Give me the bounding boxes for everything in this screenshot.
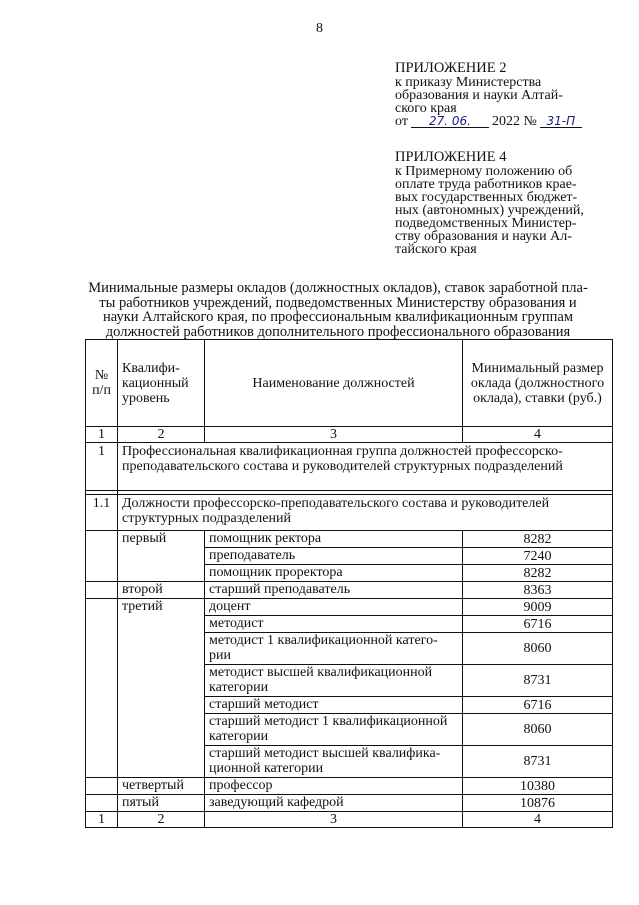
appendix-4-line: тайского края xyxy=(395,242,477,257)
subgroup-text: Должности профессорско-преподавательского состава и руководителей структурных подразделений xyxy=(118,495,613,531)
position-cell: методист 1 квалификационной катего-рии xyxy=(205,633,463,665)
table-cell: 2 xyxy=(118,427,205,443)
date-prefix: от xyxy=(395,114,408,129)
group-num: 1 xyxy=(86,443,118,491)
salary-cell: 8282 xyxy=(463,531,613,548)
heading-line: науки Алтайского края, по профессиональным квалификационным группам xyxy=(103,309,573,325)
subgroup-num: 1.1 xyxy=(86,495,118,531)
table-row xyxy=(86,795,613,812)
position-cell: помощник ректора xyxy=(205,531,463,548)
appendix-2-line: ского края xyxy=(395,101,457,116)
salary-cell: 8060 xyxy=(463,633,613,665)
appendix-2-title: ПРИЛОЖЕНИЕ 2 xyxy=(395,60,507,76)
position-cell: преподаватель xyxy=(205,548,463,565)
appendix-2-line: к приказу Министерства xyxy=(395,75,542,90)
table-row xyxy=(86,778,613,795)
table-cell: 1 xyxy=(86,812,118,828)
appendix-4-line: оплате труда работников крае- xyxy=(395,177,577,192)
salary-cell: 8363 xyxy=(463,582,613,599)
salary-table xyxy=(85,339,613,828)
column-index-row xyxy=(86,427,613,443)
heading-line: ты работников учреждений, подведомственных Министерству образования и xyxy=(99,294,577,311)
table-cell: 4 xyxy=(463,812,613,828)
table-cell: 1 xyxy=(86,427,118,443)
table-cell: 4 xyxy=(463,427,613,443)
appendix-4-line: к Примерному положению об xyxy=(395,164,573,179)
appendix-2-block xyxy=(395,60,595,128)
header-level: Квалифи-кационный уровень xyxy=(118,340,205,427)
salary-cell: 10876 xyxy=(463,795,613,812)
position-cell: заведующий кафедрой xyxy=(205,795,463,812)
table-cell xyxy=(86,531,118,582)
salary-cell: 8731 xyxy=(463,746,613,778)
table-cell xyxy=(86,599,118,778)
group-text: Профессиональная квалификационная группа должностей профессорско-преподавательского состава и руководителей структурных подразделений xyxy=(118,443,613,491)
salary-cell: 8731 xyxy=(463,665,613,697)
group-row xyxy=(86,443,613,491)
order-year-number-label: 2022 № xyxy=(491,114,537,129)
appendix-4-title: ПРИЛОЖЕНИЕ 4 xyxy=(395,149,507,165)
table-header-row xyxy=(86,340,613,427)
level-fifth: пятый xyxy=(118,795,205,812)
position-cell: старший методист xyxy=(205,697,463,714)
table-row xyxy=(86,531,613,548)
position-cell: старший преподаватель xyxy=(205,582,463,599)
table-cell xyxy=(86,795,118,812)
heading-line: должностей работников дополнительного профессионального образования xyxy=(105,323,571,340)
position-cell: старший методист высшей квалифика-ционной категории xyxy=(205,746,463,778)
handwritten-order-number: 31-П xyxy=(540,115,582,128)
table-cell: 3 xyxy=(205,427,463,443)
salary-cell: 6716 xyxy=(463,616,613,633)
salary-cell: 7240 xyxy=(463,548,613,565)
table-row xyxy=(86,582,613,599)
position-cell: методист xyxy=(205,616,463,633)
appendix-4-block xyxy=(395,149,595,256)
page-number: 8 xyxy=(316,21,323,36)
position-cell: профессор xyxy=(205,778,463,795)
appendix-4-line: ных (автономных) учреждений, xyxy=(395,203,584,218)
level-second: второй xyxy=(118,582,205,599)
position-cell: доцент xyxy=(205,599,463,616)
footer-index-row xyxy=(86,812,613,828)
appendix-4-line: вых государственных бюджет- xyxy=(395,190,578,205)
appendix-4-line: подведомственных Министер- xyxy=(395,216,577,231)
salary-cell: 9009 xyxy=(463,599,613,616)
table-row xyxy=(86,599,613,616)
level-first: первый xyxy=(118,531,205,582)
heading-line: Минимальные размеры окладов (должностных окладов), ставок заработной пла- xyxy=(88,280,588,296)
salary-cell: 6716 xyxy=(463,697,613,714)
appendix-2-line: образования и науки Алтай- xyxy=(395,88,563,103)
subgroup-row xyxy=(86,495,613,531)
appendix-4-line: ству образования и науки Ал- xyxy=(395,229,572,244)
table-cell xyxy=(86,582,118,599)
position-cell: старший методист 1 квалификационной категории xyxy=(205,714,463,746)
salary-cell: 8060 xyxy=(463,714,613,746)
salary-cell: 10380 xyxy=(463,778,613,795)
salary-cell: 8282 xyxy=(463,565,613,582)
table-cell: 2 xyxy=(118,812,205,828)
level-fourth: четвертый xyxy=(118,778,205,795)
table-cell xyxy=(86,778,118,795)
document-heading xyxy=(60,281,616,339)
table-cell: 3 xyxy=(205,812,463,828)
level-third: третий xyxy=(118,599,205,778)
header-position: Наименование должностей xyxy=(205,340,463,427)
header-salary: Минимальный размер оклада (должностного оклада), ставки (руб.) xyxy=(463,340,613,427)
order-date-line xyxy=(395,115,595,128)
header-num: № п/п xyxy=(86,340,118,427)
position-cell: методист высшей квалификационной категории xyxy=(205,665,463,697)
handwritten-date: 27. 06. xyxy=(411,115,489,128)
position-cell: помощник проректора xyxy=(205,565,463,582)
